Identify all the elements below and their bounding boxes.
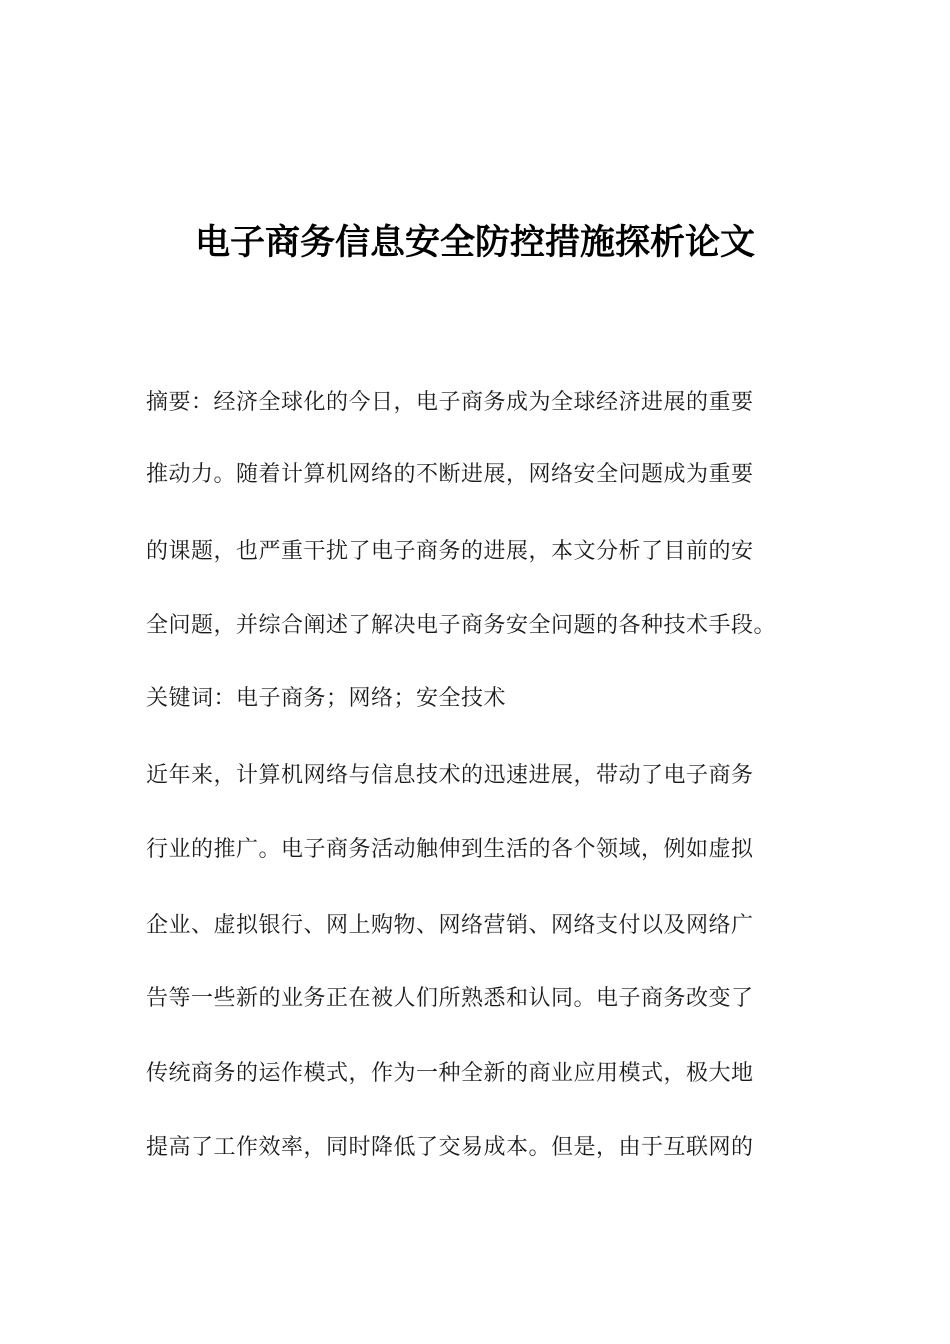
body-line-1: 近年来，计算机网络与信息技术的迅速进展，带动了电子商务 — [146, 763, 754, 788]
body-line-2: 行业的推广。电子商务活动触伸到生活的各个领域，例如虚拟 — [146, 837, 754, 862]
abstract-line-1: 摘要：经济全球化的今日，电子商务成为全球经济进展的重要 — [146, 390, 754, 415]
abstract-line-3: 的课题，也严重干扰了电子商务的进展，本文分析了目前的安 — [146, 539, 754, 564]
body-line-3: 企业、虚拟银行、网上购物、网络营销、网络支付以及网络广 — [146, 913, 754, 938]
abstract-line-4: 全问题，并综合阐述了解决电子商务安全问题的各种技术手段。 — [146, 613, 777, 638]
keywords-line: 关键词：电子商务；网络；安全技术 — [146, 686, 507, 711]
body-line-5: 传统商务的运作模式，作为一种全新的商业应用模式，极大地 — [146, 1061, 754, 1086]
abstract-line-2: 推动力。随着计算机网络的不断进展，网络安全问题成为重要 — [146, 462, 754, 487]
body-line-4: 告等一些新的业务正在被人们所熟悉和认同。电子商务改变了 — [146, 986, 754, 1011]
paper-title: 电子商务信息安全防控措施探析论文 — [194, 223, 755, 263]
body-line-6: 提高了工作效率，同时降低了交易成本。但是，由于互联网的 — [146, 1135, 754, 1160]
